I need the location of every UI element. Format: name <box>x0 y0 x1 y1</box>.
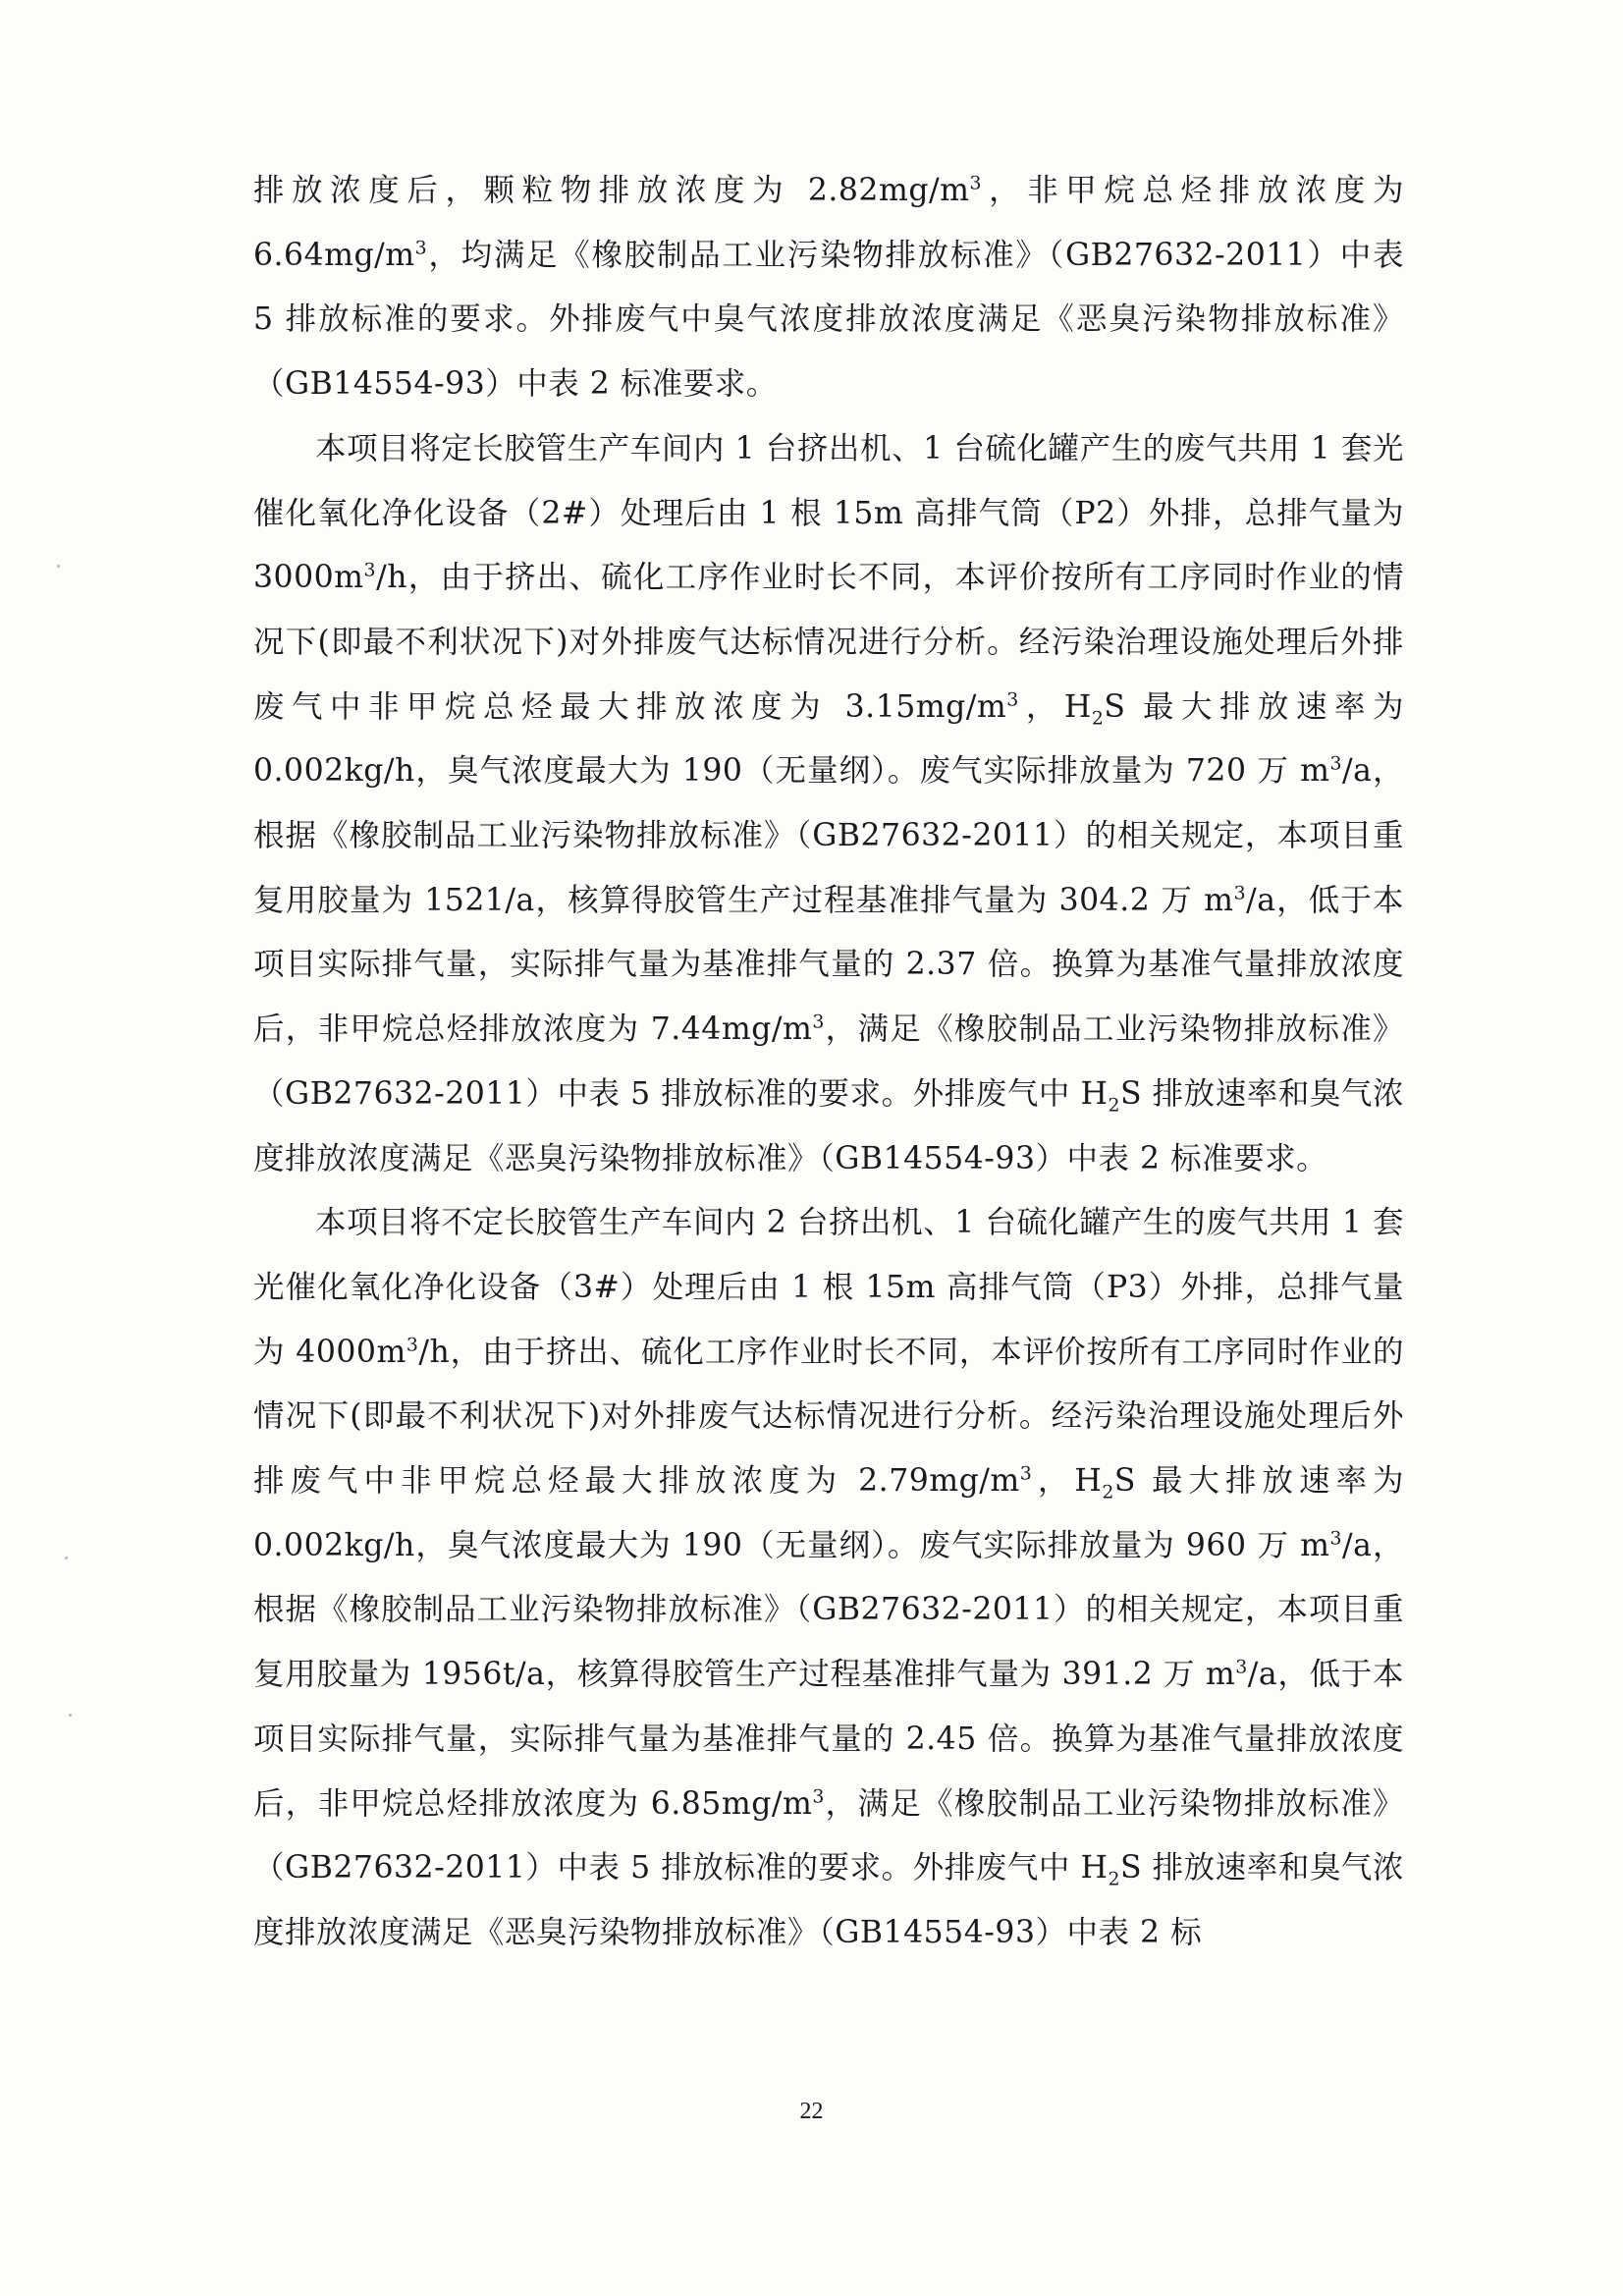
text-run: S 最大排放速率为 0.002kg/h，臭气浓度最大为 190（无量纲）。废气实际排放量为 960 万 m <box>253 1463 1405 1563</box>
subscript: 2 <box>1108 1868 1120 1890</box>
superscript: 3 <box>1019 1462 1033 1485</box>
scan-speck <box>69 1714 72 1717</box>
superscript: 3 <box>406 1334 419 1356</box>
page-number: 22 <box>799 2099 824 2124</box>
text-run: ，满足《橡胶制品工业污染物排放标准》（GB27632-2011）中表 5 排放标准的要求。外排废气中 H <box>253 1785 1404 1886</box>
text-run: /h，由于挤出、硫化工序作业时长不同，本评价按所有工序同时作业的情况下(即最不利状况下)对外排废气达标情况进行分析。经污染治理设施处理后外排废气中非甲烷总烃最大排放浓度为 3.15mg/m <box>253 560 1404 725</box>
text-run: ，H <box>1032 1463 1103 1500</box>
superscript: 3 <box>1329 1527 1343 1550</box>
text-run: 排放浓度后，颗粒物排放浓度为 2.82mg/m <box>253 173 970 208</box>
paragraph <box>253 1191 1404 1965</box>
superscript: 3 <box>1006 688 1019 711</box>
superscript: 3 <box>414 237 428 259</box>
text-run: /h，由于挤出、硫化工序作业时长不同，本评价按所有工序同时作业的情况下(即最不利状况下)对外排废气达标情况进行分析。经污染治理设施处理后外排废气中非甲烷总烃最大排放浓度为 2.79mg/m <box>253 1334 1404 1500</box>
text-run: ，非甲烷总烃排放浓度为 6.64mg/m <box>253 173 1404 273</box>
superscript: 3 <box>1235 1656 1248 1678</box>
body-text <box>253 159 1404 1966</box>
text-run: 本项目将不定长胶管生产车间内 2 台挤出机、1 台硫化罐产生的废气共用 1 套光催化氧化净化设备（3#）处理后由 1 根 15m 高排气筒（P3）外排，总排气量为 4000m <box>253 1205 1404 1370</box>
paragraph <box>253 417 1404 1191</box>
text-run: /a，根据《橡胶制品工业污染物排放标准》（GB27632-2011）的相关规定，本项目重复用胶量为 1956t/a，核算得胶管生产过程基准排气量为 391.2 万 m <box>253 1527 1404 1693</box>
text-run: S 排放速率和臭气浓度排放浓度满足《恶臭污染物排放标准》（GB14554-93）中表 2 标准要求。 <box>253 1075 1404 1176</box>
text-run: ，均满足《橡胶制品工业污染物排放标准》（GB27632-2011）中表 5 排放标准的要求。外排废气中臭气浓度排放浓度满足《恶臭污染物排放标准》（GB14554-93）中表 2 标准要求。 <box>253 237 1404 403</box>
text-run: /a，低于本项目实际排气量，实际排气量为基准排气量的 2.45 倍。换算为基准气量排放浓度后，非甲烷总烃排放浓度为 6.85mg/m <box>253 1657 1404 1822</box>
text-run: 本项目将定长胶管生产车间内 1 台挤出机、1 台硫化罐产生的废气共用 1 套光催化氧化净化设备（2#）处理后由 1 根 15m 高排气筒（P2）外排，总排气量为 3000m <box>253 430 1404 596</box>
text-run: S 排放速率和臭气浓度排放浓度满足《恶臭污染物排放标准》（GB14554-93）中表 2 标 <box>253 1850 1404 1950</box>
subscript: 2 <box>1091 706 1105 729</box>
superscript: 3 <box>969 172 983 194</box>
superscript: 3 <box>1329 752 1343 775</box>
text-run: ，H <box>1018 688 1092 725</box>
scan-speck <box>65 1557 68 1559</box>
subscript: 2 <box>1102 1481 1114 1503</box>
text-run: /a，低于本项目实际排气量，实际排气量为基准排气量的 2.37 倍。换算为基准气量排放浓度后，非甲烷总烃排放浓度为 7.44mg/m <box>253 882 1404 1048</box>
superscript: 3 <box>363 559 377 581</box>
superscript: 3 <box>812 1785 825 1808</box>
paragraph <box>253 159 1404 417</box>
text-run: S 最大排放速率为 0.002kg/h，臭气浓度最大为 190（无量纲）。废气实际排放量为 720 万 m <box>253 688 1405 790</box>
superscript: 3 <box>1233 882 1247 904</box>
scan-speck <box>57 565 60 568</box>
text-run: ，满足《橡胶制品工业污染物排放标准》（GB27632-2011）中表 5 排放标准的要求。外排废气中 H <box>253 1011 1404 1112</box>
superscript: 3 <box>812 1011 825 1033</box>
text-run: /a，根据《橡胶制品工业污染物排放标准》（GB27632-2011）的相关规定，本项目重复用胶量为 1521/a，核算得胶管生产过程基准排气量为 304.2 万 m <box>253 753 1404 918</box>
subscript: 2 <box>1108 1094 1120 1117</box>
